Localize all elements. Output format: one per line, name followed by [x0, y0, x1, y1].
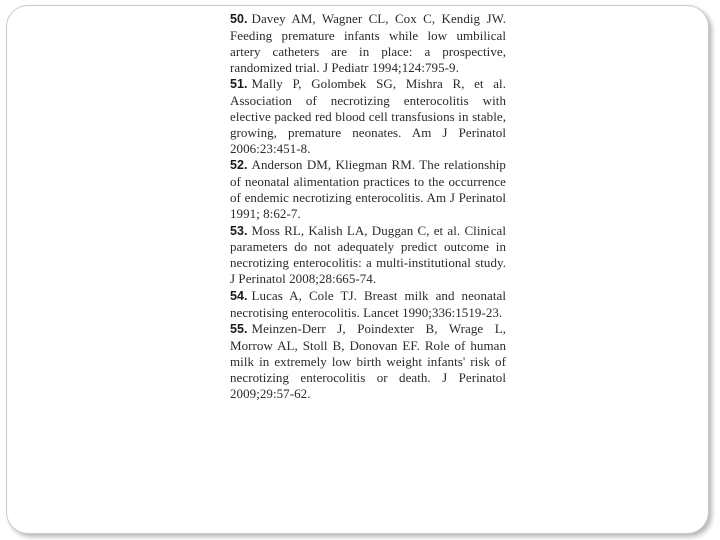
reference-number: 54. [230, 288, 248, 303]
reference-number: 52. [230, 158, 248, 173]
reference-number: 51. [230, 77, 248, 92]
reference-number: 50. [230, 12, 248, 26]
reference-text: Lucas A, Cole TJ. Breast milk and neonatal necrotising enterocolitis. Lancet 1990;336:1519-23. [230, 287, 506, 320]
reference-number: 53. [230, 223, 248, 238]
reference-list [230, 11, 506, 402]
reference-text: Mally P, Golombek SG, Mishra R, et al. Association of necrotizing enterocolitis with elective packed red blood cell transfusions in stable, growing, premature neonates. Am J Perinatol 2006:23:451-8. [230, 76, 506, 156]
reference-item [230, 157, 506, 222]
reference-item [230, 76, 506, 157]
reference-text: Davey AM, Wagner CL, Cox C, Kendig JW. Feeding premature infants while low umbilical artery catheters are in place: a prospective, randomized trial. J Pediatr 1994;124:795-9. [230, 11, 506, 75]
reference-item [230, 11, 506, 76]
reference-text: Moss RL, Kalish LA, Duggan C, et al. Clinical parameters do not adequately predict outcome in necrotizing enterocolitis: a multi-institutional study. J Perinatol 2008;28:665-74. [230, 222, 506, 287]
reference-item [230, 288, 506, 321]
reference-number: 55. [230, 322, 248, 337]
reference-text: Anderson DM, Kliegman RM. The relationship of neonatal alimentation practices to the occurrence of endemic necrotizing enterocolitis. Am J Perinatol 1991; 8:62-7. [230, 157, 506, 222]
reference-item [230, 321, 506, 402]
reference-text: Meinzen-Derr J, Poindexter B, Wrage L, Morrow AL, Stoll B, Donovan EF. Role of human milk in extremely low birth weight infants' risk of necrotizing enterocolitis or death. J Perinatol 2009;29:57-62. [230, 321, 506, 401]
reference-item [230, 223, 506, 288]
